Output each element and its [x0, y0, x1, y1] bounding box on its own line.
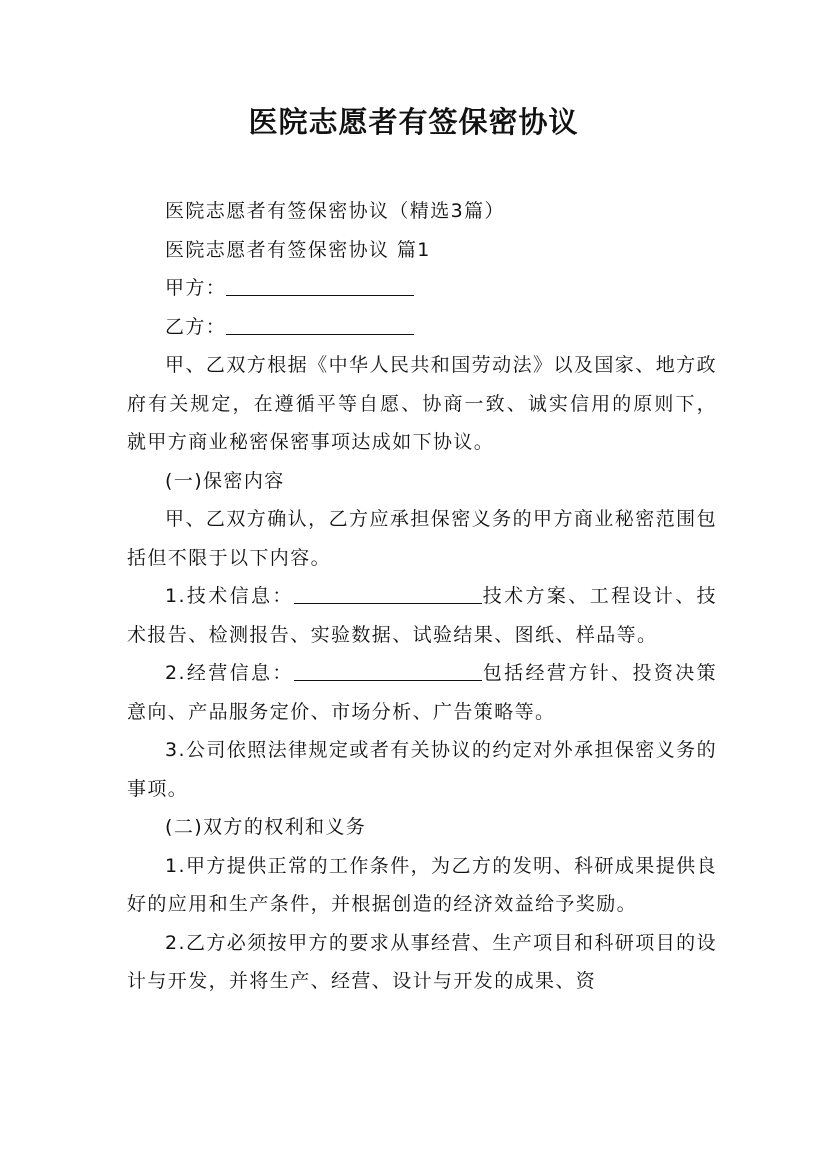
- item2-text: 包括经营方针、投资决策意向、产品服务定价、市场分析、广告策略等。: [127, 662, 717, 723]
- intro-paragraph: 甲、乙双方根据《中华人民共和国劳动法》以及国家、地方政府有关规定，在遵循平等自愿、协商一致、诚实信用的原则下，就甲方商业秘密保密事项达成如下协议。: [127, 354, 717, 453]
- party-b-line: [127, 308, 717, 347]
- item1-text: 技术方案、工程设计、技术报告、检测报告、实验数据、试验结果、图纸、样品等。: [127, 585, 717, 646]
- party-a-line: [127, 269, 717, 308]
- section2-heading: (二)双方的权利和义务: [165, 816, 367, 838]
- item1-blank: [294, 584, 482, 604]
- section2-item1: 1.甲方提供正常的工作条件，为乙方的发明、科研成果提供良好的应用和生产条件，并根据创造的经济效益给予奖励。: [127, 854, 717, 915]
- document-body: [127, 192, 717, 1001]
- item2-paragraph: [127, 654, 717, 731]
- subtitle: 医院志愿者有签保密协议（精选3篇）: [165, 200, 505, 222]
- item2-label: 2.经营信息：: [165, 662, 294, 684]
- item1-label: 1.技术信息：: [165, 585, 294, 607]
- item3-paragraph: 3.公司依照法律规定或者有关协议的约定对外承担保密义务的事项。: [127, 739, 717, 800]
- section2-item2: 2.乙方必须按甲方的要求从事经营、生产项目和科研项目的设计与开发，并将生产、经营、设计与开发的成果、资: [127, 931, 717, 992]
- section1-paragraph: 甲、乙双方确认，乙方应承担保密义务的甲方商业秘密范围包括但不限于以下内容。: [127, 508, 717, 569]
- item2-blank: [294, 661, 482, 681]
- section1-heading: (一)保密内容: [165, 469, 285, 492]
- item1-paragraph: [127, 577, 717, 654]
- party-a-label: 甲方：: [165, 277, 227, 299]
- party-a-blank: [226, 276, 414, 296]
- document-title: 医院志愿者有签保密协议: [248, 105, 579, 139]
- party-b-blank: [226, 315, 414, 335]
- part-heading: 医院志愿者有签保密协议 篇1: [165, 238, 431, 261]
- party-b-label: 乙方：: [165, 315, 227, 338]
